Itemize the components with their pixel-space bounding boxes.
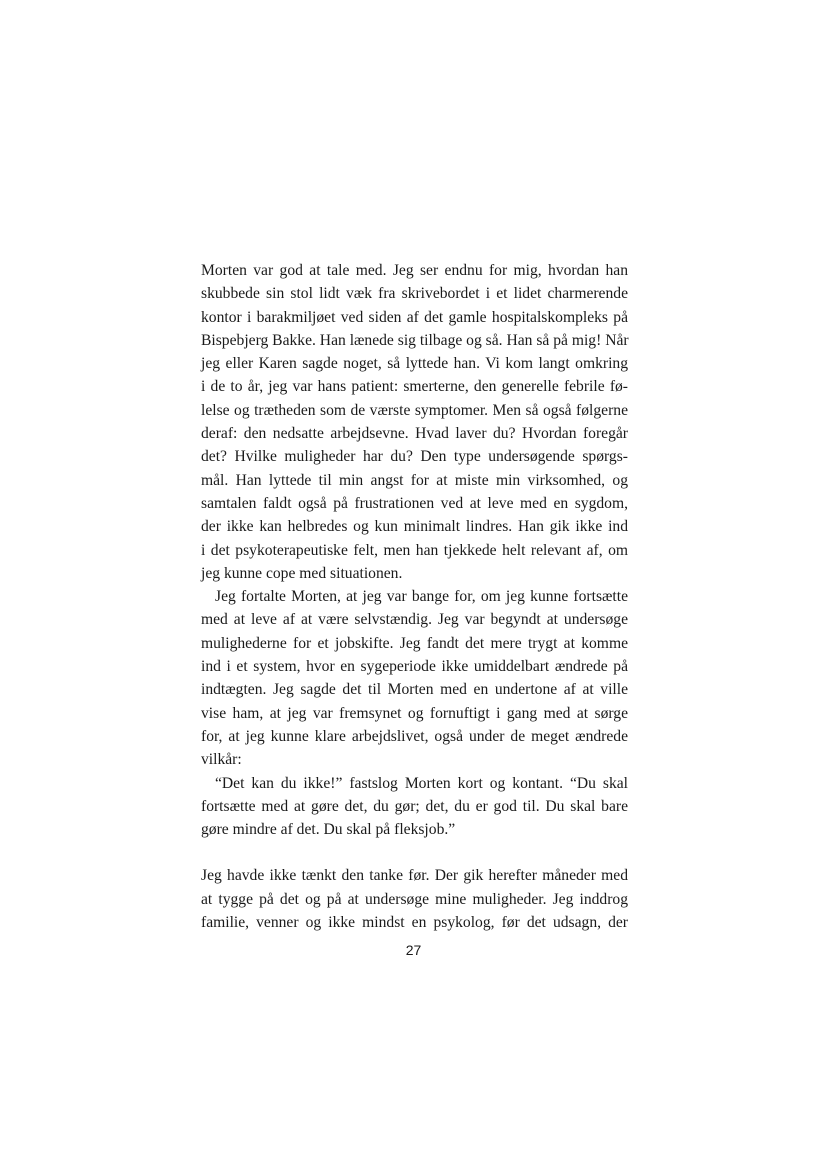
text-line: vilkår:	[201, 751, 242, 769]
text-line: at tygge på det og på at undersøge mine muligheder. Jeg inddrog	[201, 890, 628, 908]
text-line: familie, venner og ikke mindst en psykolog, før det udsagn, der	[201, 914, 628, 932]
text-line: Jeg havde ikke tænkt den tanke før. Der gik herefter måneder med	[201, 867, 628, 885]
text-line: jeg eller Karen sagde noget, så lyttede han. Vi kom langt omkring	[201, 355, 628, 373]
section-break	[201, 841, 628, 864]
paragraph-1	[201, 259, 628, 585]
text-line: mulighederne for et jobskifte. Jeg fandt det mere trygt at komme	[201, 634, 628, 652]
text-line: ind i et system, hvor en sygeperiode ikke umiddelbart ændrede på	[201, 658, 628, 676]
text-line: samtalen faldt også på frustrationen ved at leve med en sygdom,	[201, 494, 628, 512]
paragraph-2	[201, 585, 628, 771]
text-line: skubbede sin stol lidt væk fra skrivebordet i et lidet charmerende	[201, 285, 628, 303]
text-line: i de to år, jeg var hans patient: smerterne, den generelle febrile fø-	[201, 378, 628, 396]
text-line: fortsætte med at gøre det, du gør; det, du er god til. Du skal bare	[201, 797, 628, 815]
text-line: “Det kan du ikke!” fastslog Morten kort og kontant. “Du skal	[215, 774, 628, 792]
paragraph-3	[201, 772, 628, 842]
text-line: deraf: den nedsatte arbejdsevne. Hvad laver du? Hvordan foregår	[201, 425, 628, 443]
text-line: det? Hvilke muligheder har du? Den type undersøgende spørgs-	[201, 448, 628, 466]
text-line: Morten var god at tale med. Jeg ser endnu for mig, hvordan han	[201, 262, 628, 279]
text-line: vise ham, at jeg var fremsynet og fornuftigt i gang med at sørge	[201, 704, 628, 722]
text-line: Bispebjerg Bakke. Han lænede sig tilbage og så. Han så på mig! Når	[201, 331, 629, 349]
text-line: med at leve af at være selvstændig. Jeg var begyndt at undersøge	[201, 611, 628, 629]
text-line: kontor i barakmiljøet ved siden af det gamle hospitalskompleks på	[201, 308, 628, 326]
text-line: jeg kunne cope med situationen.	[201, 564, 403, 582]
text-line: lelse og trætheden som de værste symptomer. Men så også følgerne	[201, 401, 628, 419]
body-text	[201, 259, 628, 934]
paragraph-4	[201, 864, 628, 934]
text-line: indtægten. Jeg sagde det til Morten med en undertone af at ville	[201, 681, 628, 699]
text-line: mål. Han lyttede til min angst for at miste min virksomhed, og	[201, 471, 628, 489]
text-line: der ikke kan helbredes og kun minimalt lindres. Han gik ikke ind	[201, 518, 628, 536]
page-number: 27	[405, 942, 422, 958]
text-line: Jeg fortalte Morten, at jeg var bange for, om jeg kunne fortsætte	[215, 588, 628, 606]
text-line: for, at jeg kunne klare arbejdslivet, også under de meget ændrede	[201, 727, 628, 745]
text-line: i det psykoterapeutiske felt, men han tjekkede helt relevant af, om	[201, 541, 628, 559]
text-line: gøre mindre af det. Du skal på fleksjob.”	[201, 821, 456, 839]
